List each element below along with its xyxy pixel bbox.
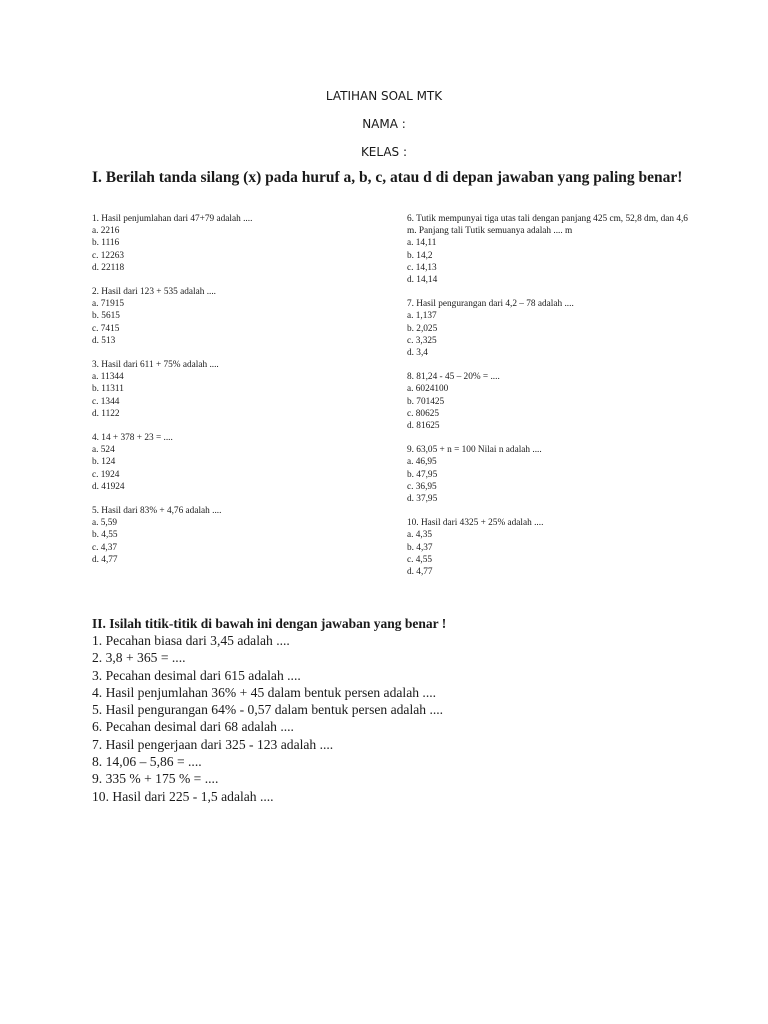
question-10 (407, 517, 692, 578)
option-d: d. 513 (92, 335, 116, 346)
option-b: b. 2,025 (407, 323, 438, 334)
option-b: b. 11311 (92, 384, 124, 395)
option-c: c. 1924 (92, 469, 120, 480)
question-stem: 6. Tutik mempunyai tiga utas tali dengan panjang 425 cm, 52,8 dm, dan 4,6 m. Panjang tali Tutik semuanya adalah .... m (407, 214, 688, 237)
question-8 (407, 371, 692, 432)
kelas-label: KELAS : (360, 145, 408, 159)
option-d: d. 14,14 (407, 275, 438, 286)
question-4 (92, 432, 382, 493)
option-a: a. 4,35 (407, 530, 433, 541)
option-b: b. 124 (92, 457, 116, 468)
option-c: c. 80625 (407, 408, 440, 419)
option-c: c. 12263 (92, 250, 125, 261)
option-b: b. 1116 (92, 238, 120, 249)
essay-item-7: 7. Hasil pengerjaan dari 325 - 123 adalah .... (92, 736, 334, 752)
question-2 (92, 286, 382, 347)
option-c: c. 7415 (92, 323, 120, 334)
option-a: a. 5,59 (92, 518, 118, 529)
essay-item-2: 2. 3,8 + 365 = .... (92, 650, 186, 666)
essay-item-5: 5. Hasil pengurangan 64% - 0,57 dalam bentuk persen adalah .... (92, 702, 444, 718)
question-stem: 1. Hasil penjumlahan dari 47+79 adalah .... (92, 214, 253, 224)
question-9 (407, 444, 692, 505)
questions-column-left (92, 213, 382, 578)
essay-item-1: 1. Pecahan biasa dari 3,45 adalah .... (92, 633, 290, 648)
option-c: c. 1344 (92, 396, 120, 407)
essay-item-3: 3. Pecahan desimal dari 615 adalah .... (92, 667, 301, 683)
option-d: d. 1122 (92, 408, 120, 419)
nama-label: NAMA : (362, 117, 406, 131)
option-c: c. 3,325 (407, 335, 437, 346)
option-b: b. 701425 (407, 396, 445, 407)
option-b: b. 4,55 (92, 530, 118, 541)
option-a: a. 71915 (92, 299, 125, 310)
option-c: c. 14,13 (407, 262, 437, 273)
option-b: b. 47,95 (407, 469, 438, 480)
question-stem: 9. 63,05 + n = 100 Nilai n adalah .... (407, 445, 542, 456)
essay-item-8: 8. 14,06 – 5,86 = .... (92, 754, 202, 770)
essay-item-10: 10. Hasil dari 225 - 1,5 adalah .... (92, 788, 274, 804)
document-title: LATIHAN SOAL MTK (325, 89, 443, 103)
option-d: d. 4,77 (92, 554, 118, 565)
section2-heading: II. Isilah titik-titik di bawah ini dengan jawaban yang benar ! (92, 616, 447, 631)
essay-item-9: 9. 335 % + 175 % = .... (92, 771, 219, 787)
question-5 (92, 505, 382, 566)
option-d: d. 3,4 (407, 348, 428, 359)
question-stem: 3. Hasil dari 611 + 75% adalah .... (92, 360, 219, 371)
section1-heading: I. Berilah tanda silang (x) pada huruf a, b, c, atau d di depan jawaban yang paling benar! (92, 169, 683, 186)
question-stem: 10. Hasil dari 4325 + 25% adalah .... (407, 518, 544, 529)
option-b: b. 5615 (92, 311, 120, 322)
question-1 (92, 213, 382, 274)
question-stem: 5. Hasil dari 83% + 4,76 adalah .... (92, 506, 222, 517)
option-a: a. 1,137 (407, 311, 437, 322)
option-d: d. 4,77 (407, 567, 433, 578)
option-a: a. 524 (92, 445, 115, 456)
option-d: d. 81625 (407, 421, 440, 432)
option-d: d. 41924 (92, 481, 125, 492)
question-stem: 7. Hasil pengurangan dari 4,2 – 78 adalah .... (407, 299, 574, 310)
essay-item-4: 4. Hasil penjumlahan 36% + 45 dalam bentuk persen adalah .... (92, 684, 437, 700)
option-a: a. 2216 (92, 226, 120, 237)
option-d: d. 22118 (92, 262, 125, 273)
option-b: b. 4,37 (407, 542, 433, 553)
option-c: c. 4,37 (92, 542, 118, 553)
essay-list (92, 632, 443, 805)
option-a: a. 14,11 (407, 238, 437, 249)
question-stem: 4. 14 + 378 + 23 = .... (92, 433, 173, 444)
option-b: b. 14,2 (407, 250, 433, 261)
option-a: a. 46,95 (407, 457, 437, 468)
question-7 (407, 298, 692, 359)
option-a: a. 6024100 (407, 384, 449, 395)
questions-column-right (407, 213, 692, 590)
question-stem: 2. Hasil dari 123 + 535 adalah .... (92, 287, 217, 298)
question-6 (407, 213, 692, 286)
option-a: a. 11344 (92, 372, 124, 383)
essay-item-6: 6. Pecahan desimal dari 68 adalah .... (92, 719, 294, 735)
option-d: d. 37,95 (407, 494, 438, 505)
option-c: c. 4,55 (407, 554, 433, 565)
option-c: c. 36,95 (407, 481, 437, 492)
question-stem: 8. 81,24 - 45 – 20% = .... (407, 372, 500, 383)
question-3 (92, 359, 382, 420)
